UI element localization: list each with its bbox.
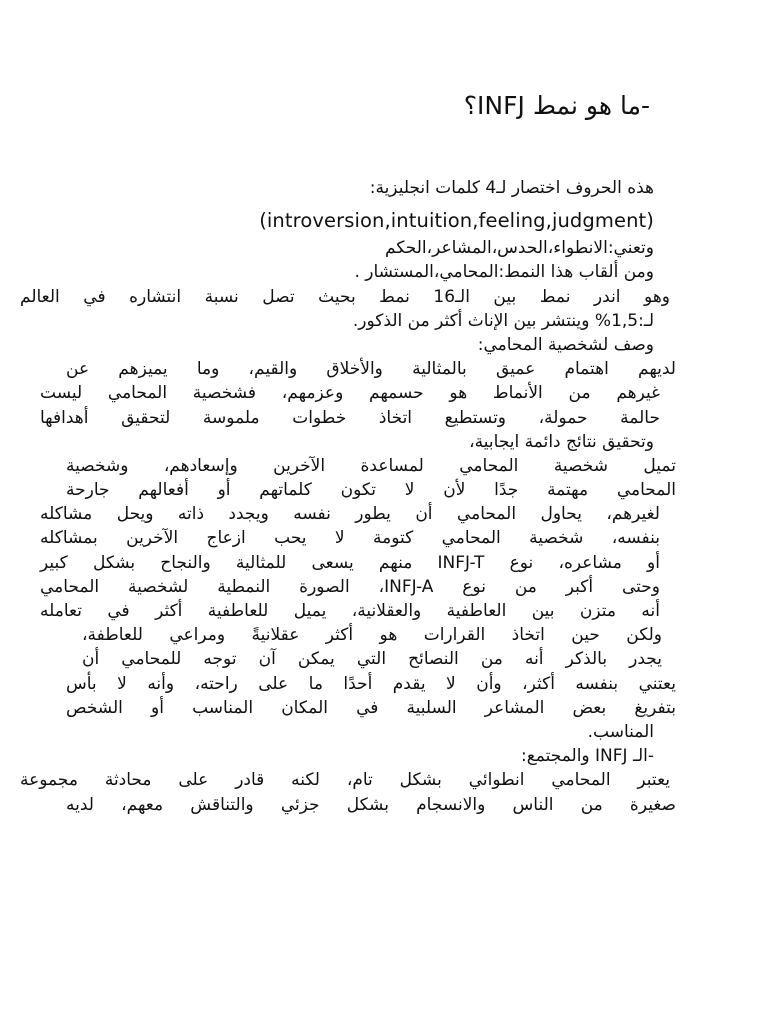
text-line: يجدر بالذكر أنه من النصائح التي يمكن آن توجه للمحامي أن bbox=[82, 649, 662, 670]
text-line: وحتى أكبر من نوع INFJ-A، الصورة النمطية لشخصية المحامي bbox=[40, 576, 660, 597]
text-line: وتعني:الانطواء،الحدس،المشاعر،الحكم bbox=[385, 238, 654, 259]
document-body bbox=[20, 176, 676, 817]
text-line: لـ:1,5% وينتشر بين الإناث أكثر من الذكور. bbox=[352, 310, 654, 331]
text-line: تميل شخصية المحامي لمساعدة الآخرين وإسعادهم، وشخصية bbox=[66, 455, 676, 476]
text-line: لديهم اهتمام عميق بالمثالية والأخلاق والقيم، وما يميزهم عن bbox=[66, 359, 676, 380]
document-title: -ما هو نمط INFJ؟ bbox=[463, 91, 650, 120]
text-line: لغيرهم، يحاول المحامي أن يطور نفسه ويجدد ذاته ويحل مشاكله bbox=[40, 504, 660, 525]
text-line: أو مشاعره، نوع INFJ-T منهم يسعى للمثالية والنجاح بشكل كبير bbox=[40, 552, 660, 573]
text-line: المحامي مهتمة جدًا لأن لا تكون كلماتهم أو أفعالهم جارحة bbox=[66, 480, 676, 501]
text-line: حالمة حمولة، وتستطيع اتخاذ خطوات ملموسة لتحقيق أهدافها bbox=[40, 407, 660, 428]
text-line: أنه متزن بين العاطفية والعقلانية، يميل للعاطفية أكثر في تعامله bbox=[40, 601, 660, 621]
text-line: بتفريغ بعض المشاعر السلبية في المكان المناسب أو الشخص bbox=[66, 697, 676, 718]
text-line: ولكن حين اتخاذ القرارات هو أكثر عقلانيةً ومراعي للعاطفة، bbox=[82, 625, 662, 646]
text-line: يعتبر المحامي انطوائي بشكل تام، لكنه قادر على محادثة مجموعة bbox=[20, 770, 670, 791]
section-heading: وصف لشخصية المحامي: bbox=[477, 334, 654, 355]
text-line: بنفسه، شخصية المحامي كتومة لا يحب ازعاج الآخرين بمشاكله bbox=[40, 528, 660, 549]
text-line: ومن ألقاب هذا النمط:المحامي،المستشار . bbox=[354, 262, 654, 283]
text-line: يعتني بنفسه أكثر، وأن لا يقدم أحدًا ما على راحته، وأنه لا بأس bbox=[66, 673, 676, 694]
text-line: غيرهم من الأنماط هو حسمهم وعزمهم، فشخصية المحامي ليست bbox=[40, 383, 660, 404]
text-line: وهو اندر نمط بين الـ16 نمط بحيث تصل نسبة انتشاره في العالم bbox=[20, 286, 670, 307]
section-heading: -الـ INFJ والمجتمع: bbox=[520, 746, 654, 767]
text-line-english-words: (introversion,intuition,feeling,judgment) bbox=[259, 209, 654, 233]
text-line: صغيرة من الناس والانسجام بشكل جزئي والتناقش معهم، لديه bbox=[66, 794, 676, 815]
text-line: وتحقيق نتائج دائمة ايجابية، bbox=[469, 431, 654, 452]
text-line: المناسب. bbox=[587, 721, 654, 742]
text-line: هذه الحروف اختصار لـ4 كلمات انجليزية: bbox=[369, 178, 654, 198]
